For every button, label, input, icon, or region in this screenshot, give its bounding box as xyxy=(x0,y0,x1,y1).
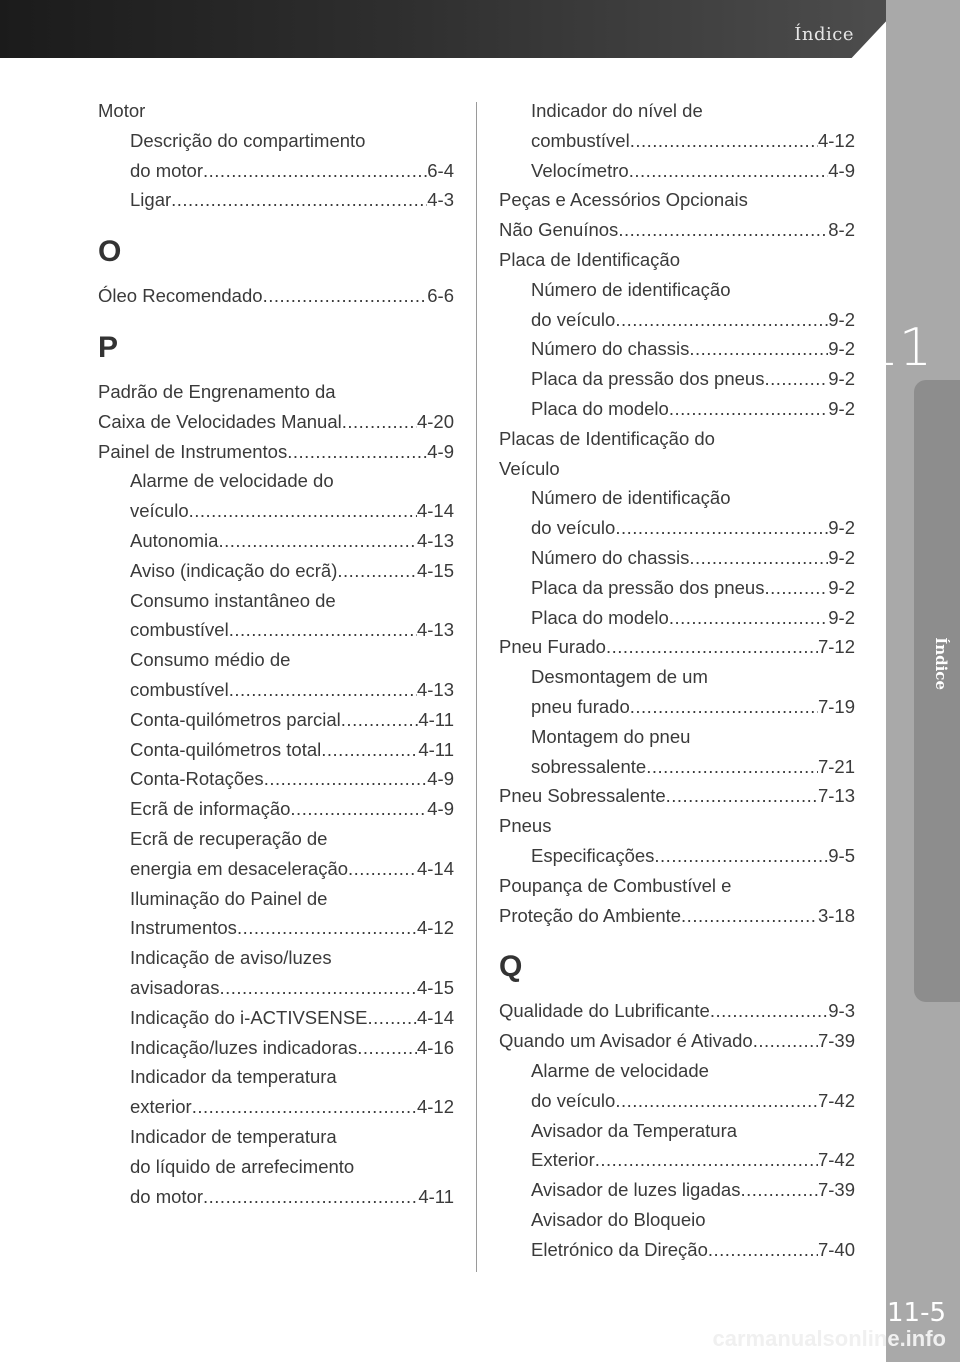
index-entry[interactable] xyxy=(499,1026,855,1056)
section-letter: Q xyxy=(499,950,523,984)
chapter-tab[interactable] xyxy=(914,380,960,1002)
index-entry-text: Óleo Recomendado xyxy=(98,285,263,307)
header-bar xyxy=(0,0,906,58)
index-entry[interactable] xyxy=(98,1003,454,1033)
page-number: 11-5 xyxy=(886,1298,946,1328)
index-entry-text: Quando um Avisador é Ativado xyxy=(499,1030,753,1052)
index-entry[interactable] xyxy=(499,1235,855,1265)
dot-leader xyxy=(321,735,418,765)
index-entry[interactable] xyxy=(499,156,855,186)
page-ref: 9-5 xyxy=(828,844,855,866)
dot-leader xyxy=(219,973,417,1003)
page-ref: 9-2 xyxy=(828,397,855,419)
sidebar-label: Índice xyxy=(932,637,950,690)
page-ref: 4-13 xyxy=(416,678,454,700)
page-ref: 7-42 xyxy=(817,1089,855,1111)
index-entry-text: Número do chassis xyxy=(531,338,690,360)
index-entry-text: Pneu Furado xyxy=(499,636,606,658)
index-entry-text: Iluminação do Painel de xyxy=(130,887,328,909)
index-entry-text: Consumo médio de xyxy=(130,649,291,671)
dot-leader xyxy=(618,215,828,245)
page-ref: 4-16 xyxy=(416,1036,454,1058)
page-ref: 9-2 xyxy=(828,606,855,628)
dot-leader xyxy=(290,794,427,824)
index-entry[interactable] xyxy=(98,735,454,765)
dot-leader xyxy=(615,513,828,543)
dot-leader xyxy=(630,692,818,722)
page-ref: 8-2 xyxy=(828,219,855,241)
dot-leader xyxy=(264,764,428,794)
index-entry-text: veículo xyxy=(130,500,189,522)
page-ref: 4-12 xyxy=(817,129,855,151)
page-ref: 9-2 xyxy=(828,517,855,539)
page-ref: 6-4 xyxy=(427,159,454,181)
index-column-left xyxy=(98,96,454,1211)
dot-leader xyxy=(669,603,828,633)
page-ref: 7-39 xyxy=(817,1179,855,1201)
index-entry[interactable] xyxy=(499,632,855,662)
index-entry[interactable] xyxy=(499,215,855,245)
index-entry-text: Alarme de velocidade xyxy=(531,1059,709,1081)
index-entry[interactable] xyxy=(98,556,454,586)
page-ref: 4-15 xyxy=(416,559,454,581)
index-entry-text: Não Genuínos xyxy=(499,219,619,241)
dot-leader xyxy=(595,1145,818,1175)
index-entry-text: Ligar xyxy=(130,189,172,211)
index-entry[interactable] xyxy=(499,1086,855,1116)
index-entry-text: Peças e Acessórios Opcionais xyxy=(499,189,748,211)
dot-leader xyxy=(606,632,818,662)
page-ref: 4-13 xyxy=(416,619,454,641)
index-entry-text: Alarme de velocidade do xyxy=(130,470,334,492)
index-entry[interactable] xyxy=(98,794,454,824)
column-divider xyxy=(476,102,477,1272)
index-entry-text: Avisador de luzes ligadas xyxy=(531,1179,741,1201)
dot-leader xyxy=(357,1033,417,1063)
page-ref: 4-14 xyxy=(416,500,454,522)
index-entry-text: Caixa de Velocidades Manual xyxy=(98,410,342,432)
dot-leader xyxy=(229,675,417,705)
page-ref: 4-15 xyxy=(416,976,454,998)
index-entry-text: Placa do modelo xyxy=(531,397,669,419)
index-entry[interactable] xyxy=(98,156,454,186)
dot-leader xyxy=(764,573,828,603)
page-ref: 7-40 xyxy=(817,1238,855,1260)
dot-leader xyxy=(368,1003,417,1033)
index-entry[interactable] xyxy=(499,513,855,543)
index-entry-text: Indicador da temperatura xyxy=(130,1066,337,1088)
index-entry-text: Ecrã de informação xyxy=(130,798,291,820)
index-entry[interactable] xyxy=(499,364,855,394)
index-heading: Pneus xyxy=(499,815,552,837)
index-entry-text: Poupança de Combustível e xyxy=(499,874,732,896)
index-entry[interactable] xyxy=(499,1175,855,1205)
index-entry[interactable] xyxy=(98,675,454,705)
dot-leader xyxy=(708,1235,818,1265)
index-entry-text: Aviso (indicação do ecrã) xyxy=(130,559,338,581)
index-entry-text: combustível xyxy=(130,678,229,700)
index-entry-text: Velocímetro xyxy=(531,159,629,181)
header-title: Índice xyxy=(794,24,854,45)
index-entry[interactable] xyxy=(98,973,454,1003)
index-column-right xyxy=(499,96,855,1264)
index-entry-text: Pneu Sobressalente xyxy=(499,785,666,807)
dot-leader xyxy=(203,1182,418,1212)
index-entry[interactable] xyxy=(98,854,454,884)
page-ref: 7-13 xyxy=(817,785,855,807)
page-ref: 9-3 xyxy=(828,1000,855,1022)
index-entry-text: Placa da pressão dos pneus xyxy=(531,368,765,390)
dot-leader xyxy=(615,1086,818,1116)
index-entry-text: Número de identificação xyxy=(531,278,731,300)
dot-leader xyxy=(287,437,427,467)
index-entry[interactable] xyxy=(98,496,454,526)
page-ref: 4-11 xyxy=(418,1185,454,1207)
dot-leader xyxy=(218,526,417,556)
page-ref: 4-12 xyxy=(416,917,454,939)
index-entry[interactable] xyxy=(499,334,855,364)
page-ref: 4-9 xyxy=(427,768,454,790)
page-ref: 6-6 xyxy=(427,285,454,307)
index-entry[interactable] xyxy=(499,573,855,603)
page-ref: 4-9 xyxy=(427,798,454,820)
page-ref: 7-19 xyxy=(817,695,855,717)
section-letter: O xyxy=(98,235,122,269)
page-ref: 7-39 xyxy=(817,1030,855,1052)
index-entry-text: Descrição do compartimento xyxy=(130,129,366,151)
index-entry-text: Instrumentos xyxy=(130,917,237,939)
index-entry-text: Proteção do Ambiente xyxy=(499,904,682,926)
index-entry[interactable] xyxy=(499,1145,855,1175)
index-entry-text: pneu furado xyxy=(531,695,630,717)
page-ref: 9-2 xyxy=(828,338,855,360)
index-entry-text: combustível xyxy=(130,619,229,641)
index-entry-text: Montagem do pneu xyxy=(531,725,691,747)
dot-leader xyxy=(615,305,828,335)
index-entry-text: Indicação do i-ACTIVSENSE xyxy=(130,1006,368,1028)
dot-leader xyxy=(710,996,828,1026)
index-entry-text: Autonomia xyxy=(130,529,219,551)
index-entry-text: combustível xyxy=(531,129,630,151)
index-entry-text: Conta-quilómetros parcial xyxy=(130,708,341,730)
page-ref: 9-2 xyxy=(828,308,855,330)
index-entry[interactable] xyxy=(499,394,855,424)
index-entry-text: energia em desaceleração xyxy=(130,857,349,879)
page-ref: 4-11 xyxy=(418,708,454,730)
index-entry[interactable] xyxy=(499,305,855,335)
page-ref: 4-3 xyxy=(427,189,454,211)
dot-leader xyxy=(740,1175,818,1205)
index-entry-text: Ecrã de recuperação de xyxy=(130,827,328,849)
dot-leader xyxy=(630,126,818,156)
page-ref: 4-13 xyxy=(416,529,454,551)
index-entry[interactable] xyxy=(98,1182,454,1212)
index-entry-text: Indicador de temperatura xyxy=(130,1125,337,1147)
dot-leader xyxy=(689,543,828,573)
index-entry[interactable] xyxy=(98,407,454,437)
page-ref: 4-14 xyxy=(416,1006,454,1028)
dot-leader xyxy=(654,841,828,871)
page-ref: 7-12 xyxy=(817,636,855,658)
index-entry-text: Desmontagem de um xyxy=(531,666,708,688)
index-entry-text: do motor xyxy=(130,1185,204,1207)
page-ref: 4-12 xyxy=(416,1096,454,1118)
index-entry[interactable] xyxy=(98,705,454,735)
index-entry[interactable] xyxy=(499,692,855,722)
index-entry-text: do líquido de arrefecimento xyxy=(130,1155,355,1177)
dot-leader xyxy=(342,407,417,437)
index-entry[interactable] xyxy=(499,781,855,811)
index-entry[interactable] xyxy=(499,543,855,573)
index-entry-text: exterior xyxy=(130,1096,192,1118)
page-ref: 3-18 xyxy=(817,904,855,926)
page-ref: 9-2 xyxy=(828,368,855,390)
index-entry[interactable] xyxy=(98,281,454,311)
index-entry[interactable] xyxy=(98,913,454,943)
dot-leader xyxy=(669,394,828,424)
index-entry[interactable] xyxy=(499,603,855,633)
section-letter: P xyxy=(98,330,119,364)
index-entry-text: Qualidade do Lubrificante xyxy=(499,1000,710,1022)
page-ref: 7-42 xyxy=(817,1149,855,1171)
index-entry-text: Padrão de Engrenamento da xyxy=(98,380,336,402)
index-entry-text: do veículo xyxy=(531,517,616,539)
dot-leader xyxy=(263,281,428,311)
index-entry-text: Eletrónico da Direção xyxy=(531,1238,708,1260)
dot-leader xyxy=(237,913,417,943)
index-entry-text: Consumo instantâneo de xyxy=(130,589,336,611)
index-entry-text: do motor xyxy=(130,159,204,181)
index-entry[interactable] xyxy=(499,901,855,931)
index-entry-text: do veículo xyxy=(531,1089,616,1111)
index-entry[interactable] xyxy=(499,752,855,782)
dot-leader xyxy=(171,185,427,215)
dot-leader xyxy=(753,1026,818,1056)
dot-leader xyxy=(203,156,427,186)
index-entry-text: Painel de Instrumentos xyxy=(98,440,288,462)
index-entry[interactable] xyxy=(98,526,454,556)
dot-leader xyxy=(189,496,417,526)
index-entry-text: Exterior xyxy=(531,1149,595,1171)
index-entry-text: do veículo xyxy=(531,308,616,330)
index-entry[interactable] xyxy=(98,615,454,645)
index-entry-text: Placa do modelo xyxy=(531,606,669,628)
index-entry-text: Avisador da Temperatura xyxy=(531,1119,738,1141)
index-heading: Placas de Identificação do xyxy=(499,427,715,449)
page-ref: 4-11 xyxy=(418,738,454,760)
index-entry-text: Indicador do nível de xyxy=(531,100,703,121)
dot-leader xyxy=(348,854,417,884)
dot-leader xyxy=(629,156,829,186)
index-entry-text: Número do chassis xyxy=(531,546,690,568)
index-entry-text: Conta-quilómetros total xyxy=(130,738,322,760)
index-entry-text: avisadoras xyxy=(130,976,220,998)
dot-leader xyxy=(764,364,828,394)
index-entry[interactable] xyxy=(98,437,454,467)
page-ref: 4-9 xyxy=(828,159,855,181)
index-entry-text: Avisador do Bloqueio xyxy=(531,1208,706,1230)
index-entry-text: Indicação de aviso/luzes xyxy=(130,947,332,969)
index-entry[interactable] xyxy=(98,185,454,215)
index-entry[interactable] xyxy=(499,126,855,156)
dot-leader xyxy=(341,705,419,735)
dot-leader xyxy=(646,752,818,782)
page-ref: 4-9 xyxy=(427,440,454,462)
index-entry-text: Especificações xyxy=(531,844,655,866)
index-heading: Veículo xyxy=(499,457,560,479)
index-entry[interactable] xyxy=(98,764,454,794)
index-entry-text: Placa da pressão dos pneus xyxy=(531,576,765,598)
index-entry-text: sobressalente xyxy=(531,755,647,777)
dot-leader xyxy=(229,615,417,645)
index-entry[interactable] xyxy=(98,1033,454,1063)
dot-leader xyxy=(337,556,417,586)
dot-leader xyxy=(666,781,818,811)
chapter-number: 11 xyxy=(865,318,932,378)
page-ref: 4-14 xyxy=(416,857,454,879)
index-entry-text: Número de identificação xyxy=(531,487,731,509)
watermark: carmanualsonline.info xyxy=(712,1326,946,1351)
index-heading: Motor xyxy=(98,100,146,121)
page-ref: 7-21 xyxy=(817,755,855,777)
page-ref: 4-20 xyxy=(416,410,454,432)
index-heading: Placa de Identificação xyxy=(499,248,681,270)
index-entry-text: Conta-Rotações xyxy=(130,768,264,790)
index-entry-text: Indicação/luzes indicadoras xyxy=(130,1036,358,1058)
dot-leader xyxy=(689,334,828,364)
index-entry[interactable] xyxy=(98,1092,454,1122)
index-entry[interactable] xyxy=(499,996,855,1026)
page-ref: 9-2 xyxy=(828,576,855,598)
page-ref: 9-2 xyxy=(828,546,855,568)
index-entry[interactable] xyxy=(499,841,855,871)
dot-leader xyxy=(192,1092,417,1122)
dot-leader xyxy=(681,901,818,931)
